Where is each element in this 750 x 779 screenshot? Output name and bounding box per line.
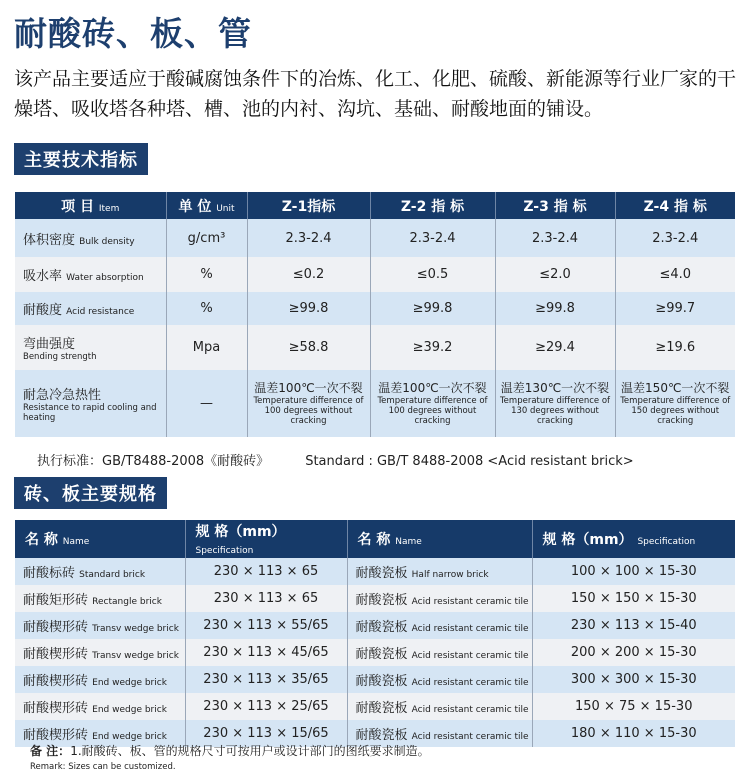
item-en: Resistance to rapid cooling and heating xyxy=(23,403,157,423)
value-cell: 2.3-2.4 xyxy=(247,219,370,257)
value-cell: ≥99.7 xyxy=(615,292,735,325)
unit-cell: g/cm³ xyxy=(166,219,247,257)
header-cn: 项 目 xyxy=(61,198,94,215)
name-en: Acid resistant ceramic tile xyxy=(411,705,529,715)
spec-cell: 200 × 200 × 15-30 xyxy=(532,639,735,666)
spec-header-cell xyxy=(185,520,347,558)
item-cn: 弯曲强度 xyxy=(23,337,76,352)
item-cell xyxy=(15,325,166,370)
item-en: Water absorption xyxy=(66,273,144,283)
spec-cell: 230 × 113 × 65 xyxy=(185,585,347,612)
value-en: Temperature difference of 150 degrees without cracking xyxy=(620,396,731,426)
item-cell xyxy=(15,292,166,325)
table-row xyxy=(15,370,735,437)
item-cn: 耐急冷急热性 xyxy=(23,388,102,403)
spec-header-cell xyxy=(347,520,532,558)
name-en: End wedge brick xyxy=(92,732,167,742)
value-cell: ≥19.6 xyxy=(615,325,735,370)
name-en: End wedge brick xyxy=(92,705,167,715)
value-cell: ≥99.8 xyxy=(495,292,615,325)
value-cell: ≥39.2 xyxy=(370,325,495,370)
name-en: End wedge brick xyxy=(92,678,167,688)
table-row xyxy=(15,666,735,693)
note-label: 备 注： xyxy=(30,744,71,758)
tech-header-cell xyxy=(247,192,370,219)
value-cell: ≥58.8 xyxy=(247,325,370,370)
name-cn: 耐酸瓷板 xyxy=(355,701,408,716)
spec-cell: 230 × 113 × 15/65 xyxy=(185,720,347,747)
name-en: Half narrow brick xyxy=(411,570,489,580)
header-cn: 规 格（mm） xyxy=(195,524,286,540)
name-cn: 耐酸楔形砖 xyxy=(23,728,89,743)
name-cn: 耐酸瓷板 xyxy=(355,647,408,662)
unit-cell: % xyxy=(166,257,247,292)
item-cell xyxy=(15,219,166,257)
value-cell: ≥99.8 xyxy=(247,292,370,325)
header-cn: Z-1指标 xyxy=(281,198,336,215)
tech-header-cell xyxy=(370,192,495,219)
spec-cell: 230 × 113 × 55/65 xyxy=(185,612,347,639)
value-cn: 温差100℃一次不裂 xyxy=(254,381,363,395)
spec-cell: 150 × 75 × 15-30 xyxy=(532,693,735,720)
table-row xyxy=(15,257,735,292)
value-cell xyxy=(370,370,495,437)
note-text: 1.耐酸砖、板、管的规格尺寸可按用户或设计部门的图纸要求制造。 xyxy=(70,744,430,758)
table-row xyxy=(15,219,735,257)
value-cn: 温差150℃一次不裂 xyxy=(621,381,730,395)
value-en: Temperature difference of 100 degrees without cracking xyxy=(253,396,364,426)
tech-header-cell xyxy=(495,192,615,219)
spec-cell: 230 × 113 × 15-40 xyxy=(532,612,735,639)
name-cell xyxy=(15,639,185,666)
item-cn: 体积密度 xyxy=(23,232,76,248)
name-cn: 耐酸楔形砖 xyxy=(23,620,89,635)
value-cell xyxy=(247,370,370,437)
header-en: Specification xyxy=(195,546,254,556)
name-en: Acid resistant ceramic tile xyxy=(411,597,529,607)
table-row xyxy=(15,639,735,666)
table-row xyxy=(15,558,735,585)
name-cell xyxy=(347,693,532,720)
value-en: Temperature difference of 130 degrees without cracking xyxy=(499,396,611,426)
spec-cell: 300 × 300 × 15-30 xyxy=(532,666,735,693)
unit-cell: % xyxy=(166,292,247,325)
item-cn: 吸水率 xyxy=(23,269,63,284)
intro-text: 该产品主要适应于酸碱腐蚀条件下的冶炼、化工、化肥、硫酸、新能源等行业厂家的干燥塔、吸收塔各种塔、槽、池的内衬、沟坑、基础、耐酸地面的铺设。 xyxy=(14,68,737,120)
page-title: 耐酸砖、板、管 xyxy=(14,14,252,53)
value-en: Temperature difference of 100 degrees without cracking xyxy=(377,396,488,426)
tech-header-cell xyxy=(15,192,166,219)
header-en: Name xyxy=(62,537,90,547)
name-en: Acid resistant ceramic tile xyxy=(411,678,529,688)
name-cell xyxy=(347,585,532,612)
name-cn: 耐酸标砖 xyxy=(23,566,76,581)
name-cn: 耐酸楔形砖 xyxy=(23,647,89,662)
name-cell xyxy=(15,558,185,585)
spec-cell: 230 × 113 × 35/65 xyxy=(185,666,347,693)
name-cn: 耐酸矩形砖 xyxy=(23,593,89,608)
standard-cn: 执行标准：GB/T8488-2008《耐酸砖》 xyxy=(37,454,270,469)
name-cn: 耐酸楔形砖 xyxy=(23,701,89,716)
value-cn: 温差100℃一次不裂 xyxy=(378,381,487,395)
section-title-tech: 主要技术指标 xyxy=(14,143,148,175)
header-cn: Z-2 指 标 xyxy=(400,198,465,215)
name-en: Transv wedge brick xyxy=(92,651,179,661)
table-row xyxy=(15,585,735,612)
tech-table xyxy=(15,192,735,437)
value-cell: ≤4.0 xyxy=(615,257,735,292)
remark: Remark: Sizes can be customized. xyxy=(30,762,176,772)
value-cell: 2.3-2.4 xyxy=(495,219,615,257)
section-title-spec: 砖、板主要规格 xyxy=(14,477,167,509)
header-cn: Z-4 指 标 xyxy=(643,198,707,215)
value-cell: ≥99.8 xyxy=(370,292,495,325)
name-cell xyxy=(15,666,185,693)
value-cn: 温差130℃一次不裂 xyxy=(500,381,610,395)
spec-cell: 100 × 100 × 15-30 xyxy=(532,558,735,585)
spec-table xyxy=(15,520,735,747)
tech-header-cell xyxy=(615,192,735,219)
value-cell: 2.3-2.4 xyxy=(370,219,495,257)
name-en: Acid resistant ceramic tile xyxy=(411,651,529,661)
item-cell xyxy=(15,257,166,292)
name-en: Standard brick xyxy=(79,570,146,580)
header-cn: 规 格（mm） xyxy=(542,532,633,548)
tech-header-cell xyxy=(166,192,247,219)
value-cell: ≤0.2 xyxy=(247,257,370,292)
item-cell xyxy=(15,370,166,437)
name-en: Acid resistant ceramic tile xyxy=(411,732,529,742)
standard-en: Standard : GB/T 8488-2008 <Acid resistant brick> xyxy=(305,454,634,469)
item-en: Acid resistance xyxy=(66,307,135,317)
standard-line xyxy=(37,450,670,469)
spec-cell: 230 × 113 × 25/65 xyxy=(185,693,347,720)
value-cell: ≤2.0 xyxy=(495,257,615,292)
value-cell: ≤0.5 xyxy=(370,257,495,292)
name-cn: 耐酸瓷板 xyxy=(355,593,408,608)
header-en: Name xyxy=(395,537,422,547)
value-cell xyxy=(495,370,615,437)
name-cn: 耐酸瓷板 xyxy=(355,620,408,635)
table-row xyxy=(15,693,735,720)
name-cell xyxy=(15,585,185,612)
header-cn: 名 称 xyxy=(357,532,391,548)
item-en: Bending strength xyxy=(23,352,97,362)
spec-cell: 150 × 150 × 15-30 xyxy=(532,585,735,612)
name-cn: 耐酸瓷板 xyxy=(355,674,408,689)
note xyxy=(30,742,430,759)
spec-cell: 180 × 110 × 15-30 xyxy=(532,720,735,747)
spec-header-cell xyxy=(15,520,185,558)
name-cell xyxy=(347,666,532,693)
name-cn: 耐酸楔形砖 xyxy=(23,674,89,689)
name-en: Transv wedge brick xyxy=(92,624,179,634)
header-cn: 单 位 xyxy=(178,198,212,215)
spec-header-cell xyxy=(532,520,735,558)
spec-cell: 230 × 113 × 65 xyxy=(185,558,347,585)
name-cn: 耐酸瓷板 xyxy=(355,566,408,581)
name-cell xyxy=(347,558,532,585)
name-cell xyxy=(15,693,185,720)
name-cell xyxy=(15,612,185,639)
spec-cell: 230 × 113 × 45/65 xyxy=(185,639,347,666)
value-cell xyxy=(615,370,735,437)
name-cn: 耐酸瓷板 xyxy=(355,728,408,743)
item-cn: 耐酸度 xyxy=(23,303,63,318)
value-cell: ≥29.4 xyxy=(495,325,615,370)
unit-cell: Mpa xyxy=(166,325,247,370)
header-en: Unit xyxy=(216,203,235,214)
header-cn: Z-3 指 标 xyxy=(523,198,587,215)
value-cell: 2.3-2.4 xyxy=(615,219,735,257)
table-row xyxy=(15,612,735,639)
header-cn: 名 称 xyxy=(25,532,58,548)
name-cell xyxy=(347,639,532,666)
table-row xyxy=(15,292,735,325)
name-en: Rectangle brick xyxy=(92,597,162,607)
name-en: Acid resistant ceramic tile xyxy=(411,624,529,634)
table-row xyxy=(15,325,735,370)
unit-cell: — xyxy=(166,370,247,437)
header-en: Specification xyxy=(637,537,696,547)
header-en: Item xyxy=(98,203,120,214)
item-en: Bulk density xyxy=(79,236,135,247)
name-cell xyxy=(347,612,532,639)
